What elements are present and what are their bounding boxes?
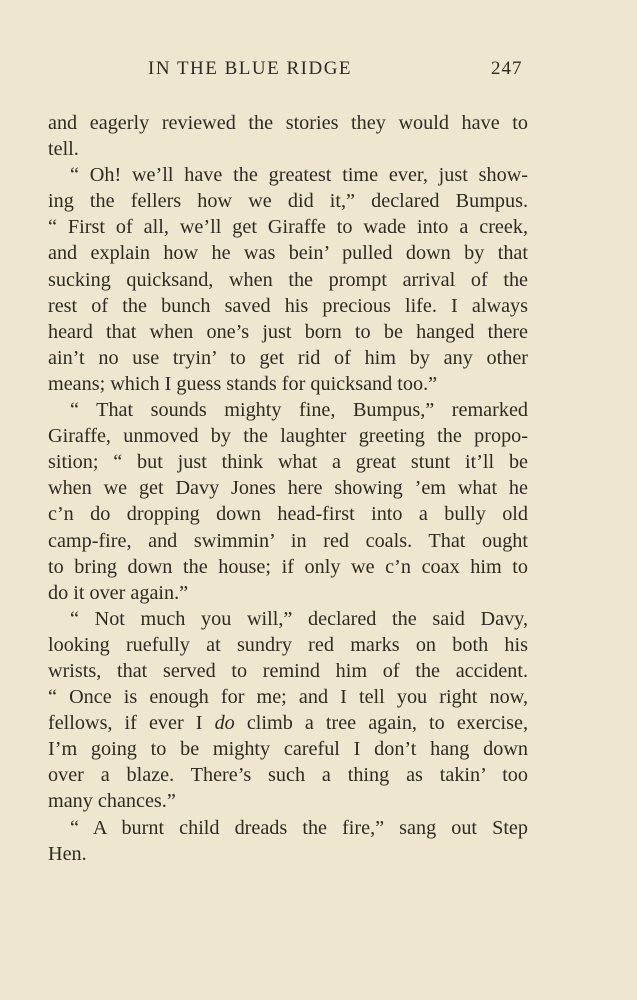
text-line: I’m going to be mighty careful I don’t hang down: [48, 738, 528, 761]
text-line: [48, 710, 528, 736]
text-line: Hen.: [48, 842, 87, 865]
text-line: “ Not much you will,” declared the said Davy,: [70, 607, 528, 630]
text-segment: fellows, if ever I: [48, 712, 215, 735]
text-line: Giraffe, unmoved by the laughter greeting the propo-: [48, 425, 528, 448]
text-line: and eagerly reviewed the stories they would have to: [48, 112, 528, 134]
text-line: “ First of all, we’ll get Giraffe to wade into a creek,: [48, 216, 528, 239]
text-line: c’n do dropping down head-first into a bully old: [48, 503, 528, 526]
page-header: [48, 58, 527, 92]
text-line: and explain how he was bein’ pulled down by that: [48, 242, 528, 265]
text-line: rest of the bunch saved his precious life. I always: [48, 294, 528, 317]
text-line: ing the fellers how we did it,” declared Bumpus.: [48, 190, 528, 213]
text-line: to bring down the house; if only we c’n coax him to: [48, 555, 528, 578]
text-line: “ That sounds mighty fine, Bumpus,” remarked: [70, 399, 528, 422]
emphasized-word: do: [214, 712, 235, 735]
text-line: sition; “ but just think what a great stunt it’ll be: [48, 451, 528, 474]
text-line: do it over again.”: [48, 581, 189, 604]
text-line: wrists, that served to remind him of the accident.: [48, 659, 528, 682]
text-line: “ Once is enough for me; and I tell you right now,: [48, 686, 528, 709]
text-line: sucking quicksand, when the prompt arrival of the: [48, 268, 528, 291]
text-line: “ A burnt child dreads the fire,” sang out Step: [70, 816, 528, 839]
text-line: when we get Davy Jones here showing ’em what he: [48, 477, 528, 500]
text-segment: climb a tree again, to exercise,: [234, 712, 528, 735]
text-line: “ Oh! we’ll have the greatest time ever, just show-: [70, 164, 528, 187]
text-line: looking ruefully at sundry red marks on both his: [48, 633, 528, 656]
text-line: camp-fire, and swimmin’ in red coals. That ought: [48, 529, 528, 552]
running-title: IN THE BLUE RIDGE: [148, 58, 353, 79]
text-line: tell.: [48, 138, 79, 161]
text-line: many chances.”: [48, 790, 176, 813]
text-line: over a blaze. There’s such a thing as takin’ too: [48, 764, 528, 787]
page-number: 247: [491, 58, 523, 79]
body-text: [48, 110, 528, 867]
text-line: means; which I guess stands for quicksand too.”: [48, 372, 438, 395]
text-line: heard that when one’s just born to be hanged there: [48, 320, 528, 343]
text-line: ain’t no use tryin’ to get rid of him by any other: [48, 346, 528, 369]
